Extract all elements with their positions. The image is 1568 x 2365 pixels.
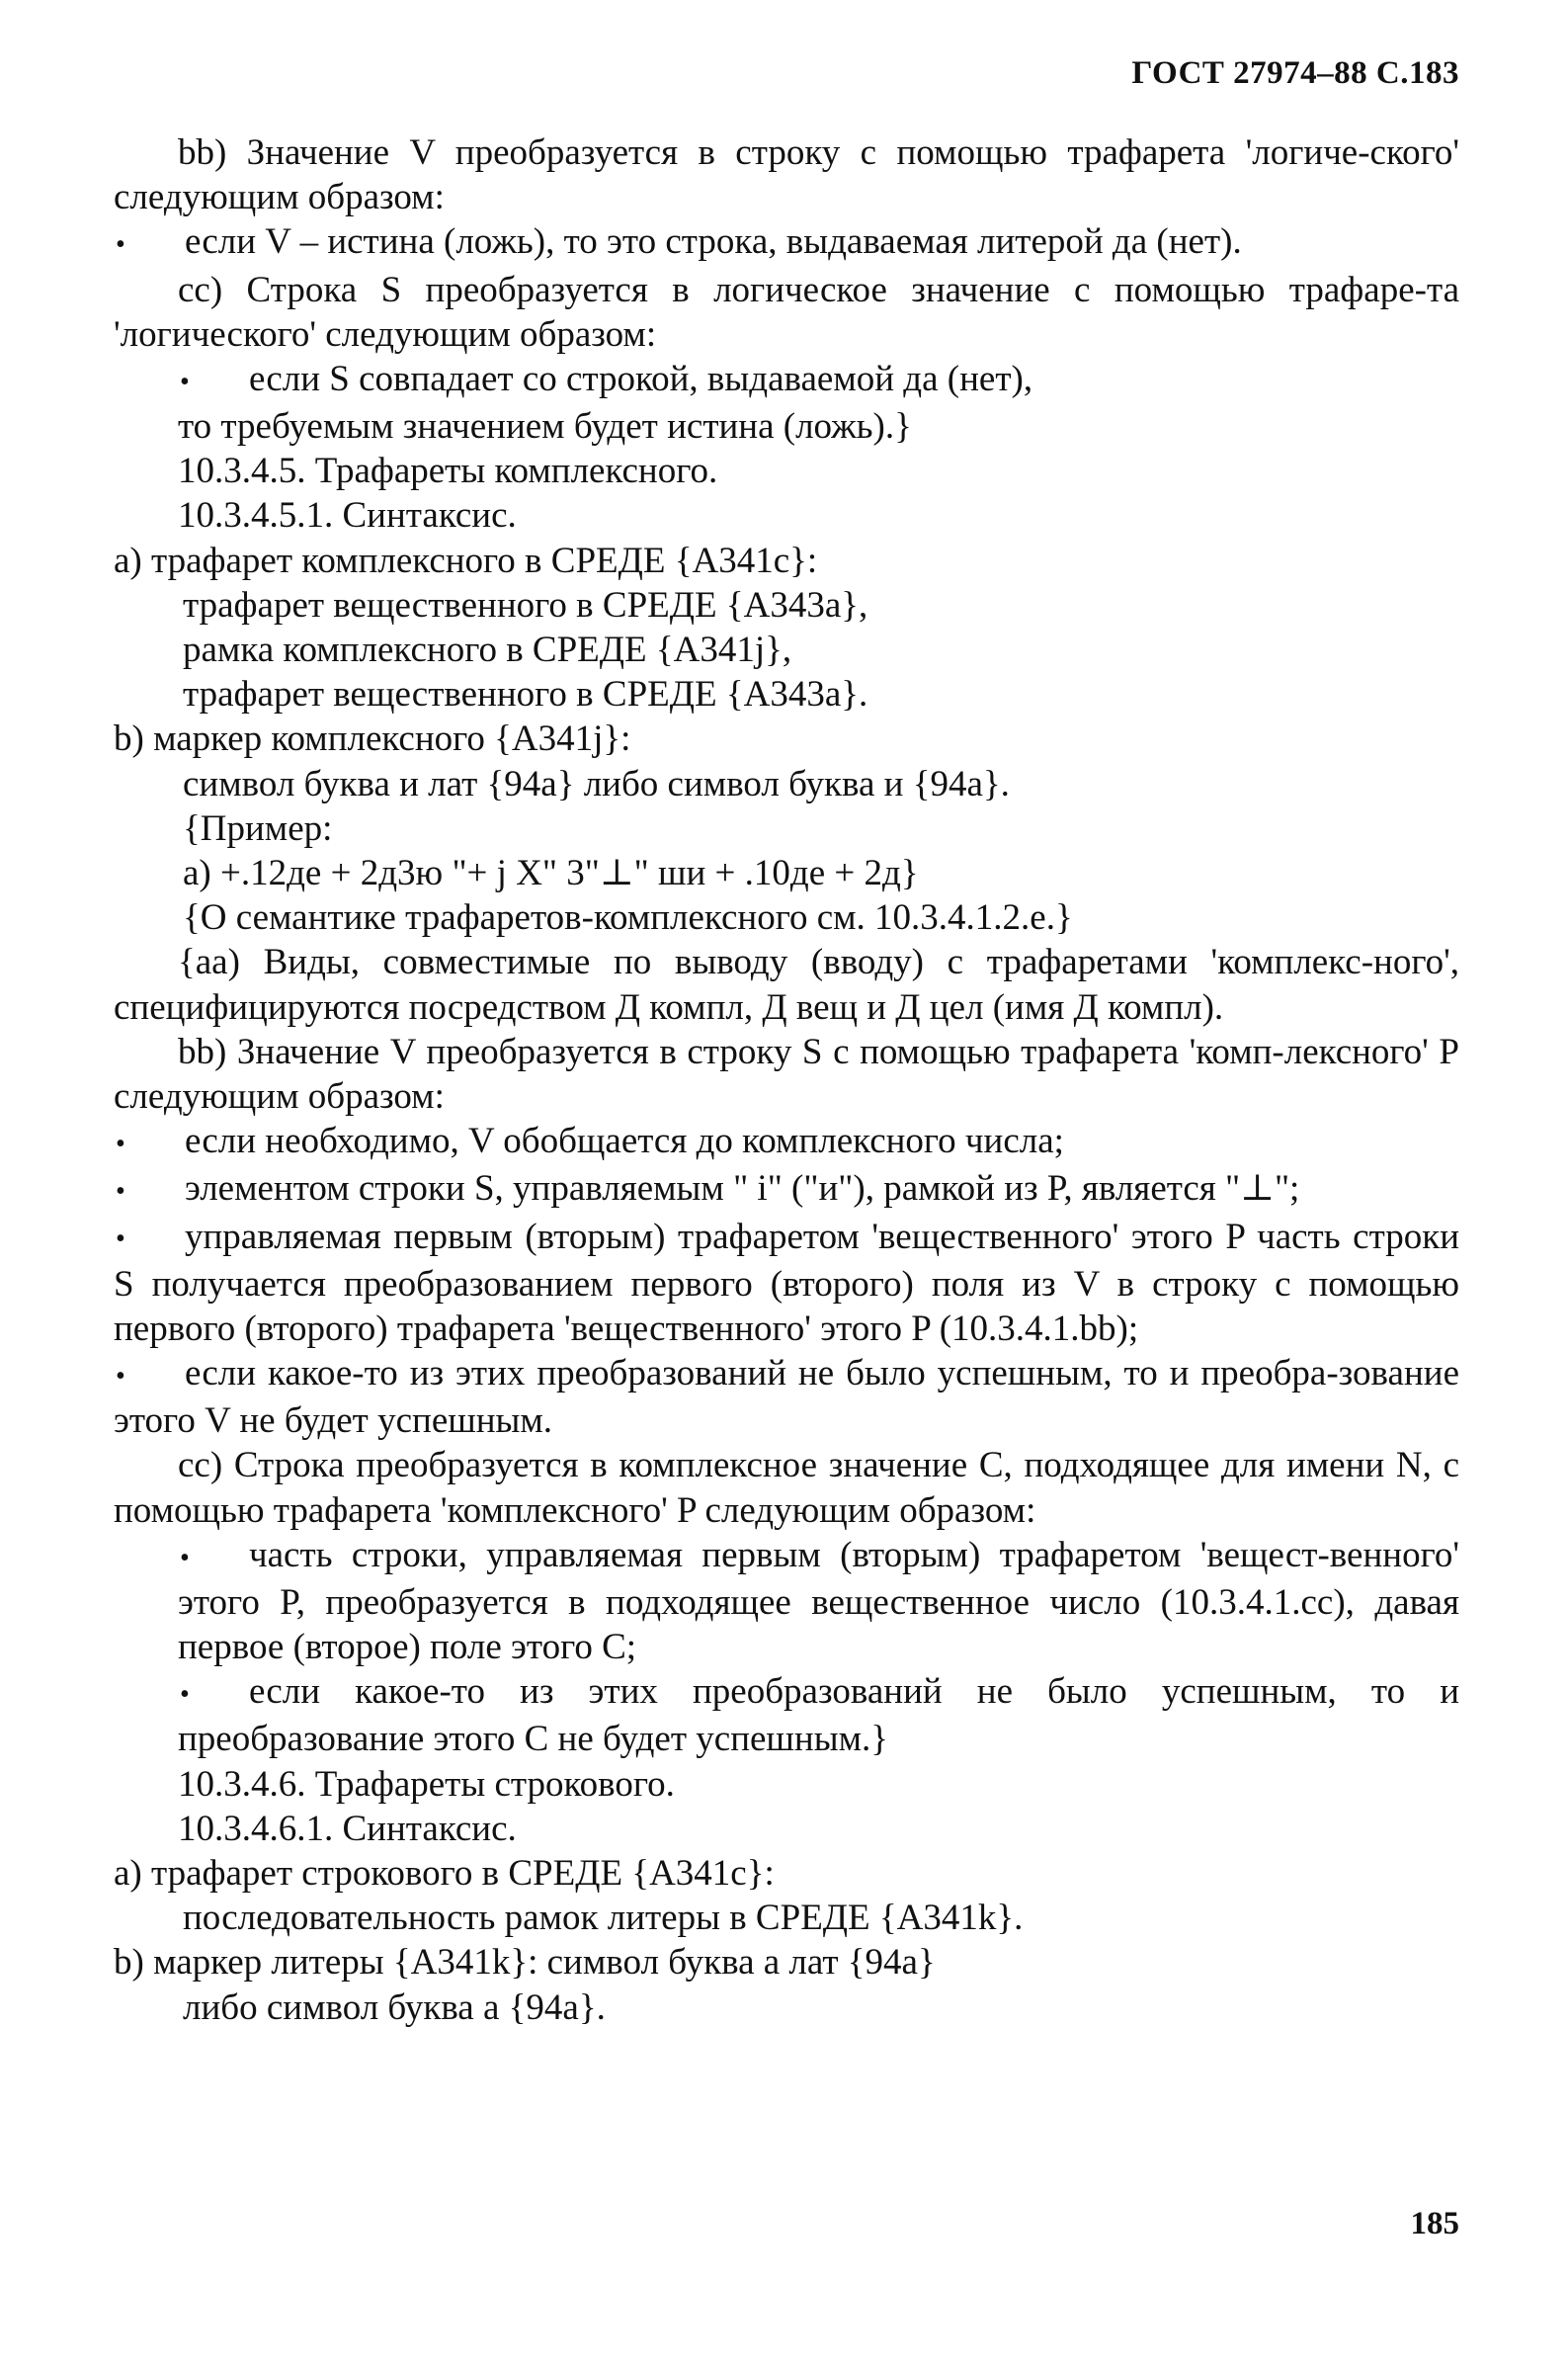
bullet-item: • часть строки, управляемая первым (вторым) трафаретом 'вещест-венного' этого P, преобразуется в подходящее вещественное число (10.3.4.1.cc), давая первое (второе) поле этого C;: [114, 1533, 1459, 1670]
paragraph: cc) Строка преобразуется в комплексное значение C, подходящее для имени N, с помощью трафарета 'комплексного' P следующим образом:: [114, 1445, 1459, 1531]
rule-line: трафарет вещественного в СРЕДЕ {A343a}.: [183, 674, 868, 716]
paragraph: bb) Значение V преобразуется в строку S с помощью трафарета 'комп-лексного' P следующим образом:: [114, 1031, 1459, 1118]
rule-line: последовательность рамок литеры в СРЕДЕ {A341k}.: [183, 1898, 1024, 1939]
rule-line: рамка комплексного в СРЕДЕ {A341j},: [183, 630, 792, 671]
section-heading: 10.3.4.5.1. Синтаксис.: [178, 495, 517, 537]
rule-line: b) маркер литеры {A341k}: символ буква а лат {94a}: [114, 1942, 936, 1984]
bullet-item: • если S совпадает со строкой, выдаваемой да (нет),: [114, 357, 1459, 404]
bullet-item: • управляемая первым (вторым) трафаретом 'вещественного' этого P часть строки S получается преобразованием первого (второго) поля из V в строку с помощью первого (второго) трафарета 'вещественного' этого P (10.3.4.1.bb);: [114, 1215, 1459, 1352]
example-line: a) +.12де + 2д3ю "+ j X" 3"⊥" ши + .10де + 2д}: [183, 853, 919, 894]
bullet-item: • если какое-то из этих преобразований не было успешным, то и преобра-зование этого V не будет успешным.: [114, 1351, 1459, 1443]
example-line: {Пример:: [183, 807, 333, 849]
rule-line: трафарет вещественного в СРЕДЕ {A343a},: [183, 584, 868, 626]
rule-line: b) маркер комплексного {A341j}:: [114, 718, 631, 760]
bullet-item: • если необходимо, V обобщается до комплексного числа;: [114, 1119, 1459, 1166]
document-body: [114, 130, 1459, 2030]
rule-line: a) трафарет комплексного в СРЕДЕ {A341c}:: [114, 540, 818, 581]
paragraph: cc) Строка S преобразуется в логическое значение с помощью трафаре-та 'логического' следующим образом:: [114, 269, 1459, 355]
rule-line: символ буква и лат {94a} либо символ буква и {94a}.: [183, 763, 1010, 804]
paragraph: bb) Значение V преобразуется в строку с помощью трафарета 'логиче-ского' следующим образом:: [114, 132, 1459, 218]
rule-line: a) трафарет строкового в СРЕДЕ {A341c}:: [114, 1852, 775, 1894]
page-header: ГОСТ 27974–88 С.183: [1131, 55, 1459, 91]
page-number: 185: [1410, 2206, 1459, 2241]
bullet-item: • если V – истина (ложь), то это строка, выдаваемая литерой да (нет).: [114, 219, 1459, 267]
note-line: {О семантике трафаретов-комплексного см. 10.3.4.1.2.е.}: [183, 897, 1073, 939]
section-heading: 10.3.4.6.1. Синтаксис.: [178, 1808, 517, 1849]
section-heading: 10.3.4.6. Трафареты строкового.: [178, 1763, 675, 1805]
bullet-item: • если какое-то из этих преобразований не было успешным, то и преобразование этого C не будет успешным.}: [114, 1669, 1459, 1761]
rule-line: либо символ буква а {94a}.: [183, 1986, 606, 2028]
text-line: то требуемым значением будет истина (ложь).}: [178, 406, 912, 448]
paragraph: {aa) Виды, совместимые по выводу (вводу) с трафаретами 'комплекс-ного', специфицируются посредством Д компл, Д вещ и Д цел (имя Д компл).: [114, 942, 1459, 1028]
bullet-item: • элементом строки S, управляемым " i" ("и"), рамкой из P, является "⊥";: [114, 1166, 1459, 1214]
section-heading: 10.3.4.5. Трафареты комплексного.: [178, 451, 718, 492]
